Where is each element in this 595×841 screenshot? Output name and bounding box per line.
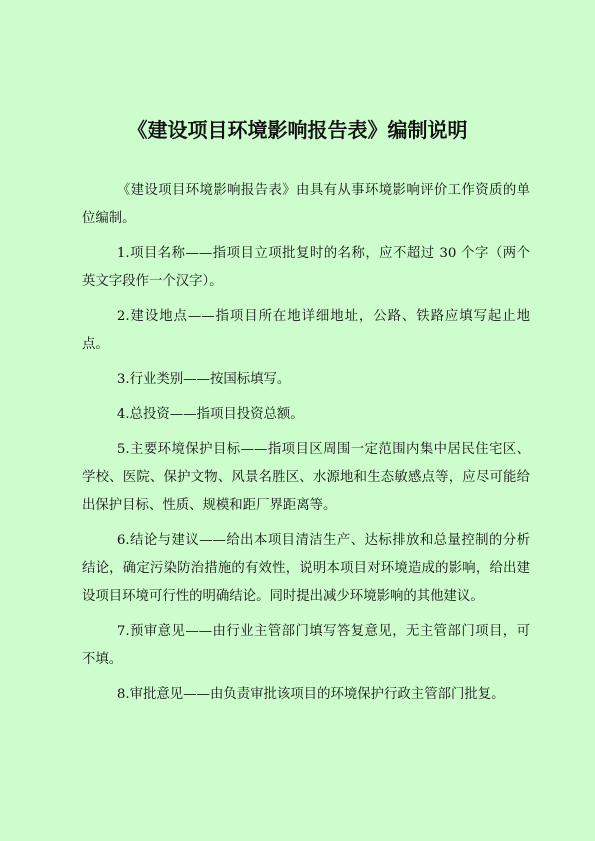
paragraph-approval-opinion: 8.审批意见——由负责审批该项目的环境保护行政主管部门批复。 <box>116 687 505 702</box>
paragraph-project-name: 1.项目名称——指项目立项批复时的名称，应不超过 30 个字（两个英文字段作一个汉字）。 <box>82 246 530 289</box>
paragraph-conclusions: 6.结论与建议——给出本项目清洁生产、达标排放和总量控制的分析结论，确定污染防治措施的有效性，说明本项目对环境造成的影响，给出建设项目环境可行性的明确结论。同时提出减少环境影响的其他建议。 <box>82 533 530 604</box>
paragraph-construction-site: 2.建设地点——指项目所在地详细地址，公路、铁路应填写起止地点。 <box>82 309 530 352</box>
paragraph-intro: 《建设项目环境影响报告表》由具有从事环境影响评价工作资质的单位编制。 <box>82 183 530 226</box>
paragraph-preliminary-review: 7.预审意见——由行业主管部门填写答复意见，无主管部门项目，可不填。 <box>82 624 530 667</box>
paragraph-protection-targets: 5.主要环境保护目标——指项目区周围一定范围内集中居民住宅区、学校、医院、保护文物、风景名胜区、水源地和生态敏感点等，应尽可能给出保护目标、性质、规模和距厂界距离等。 <box>82 442 530 513</box>
document-body <box>82 177 530 716</box>
paragraph-total-investment: 4.总投资——指项目投资总额。 <box>116 407 304 422</box>
paragraph-industry-category: 3.行业类别——按国标填写。 <box>116 372 291 387</box>
document-title: 《建设项目环境影响报告表》编制说明 <box>127 118 468 142</box>
